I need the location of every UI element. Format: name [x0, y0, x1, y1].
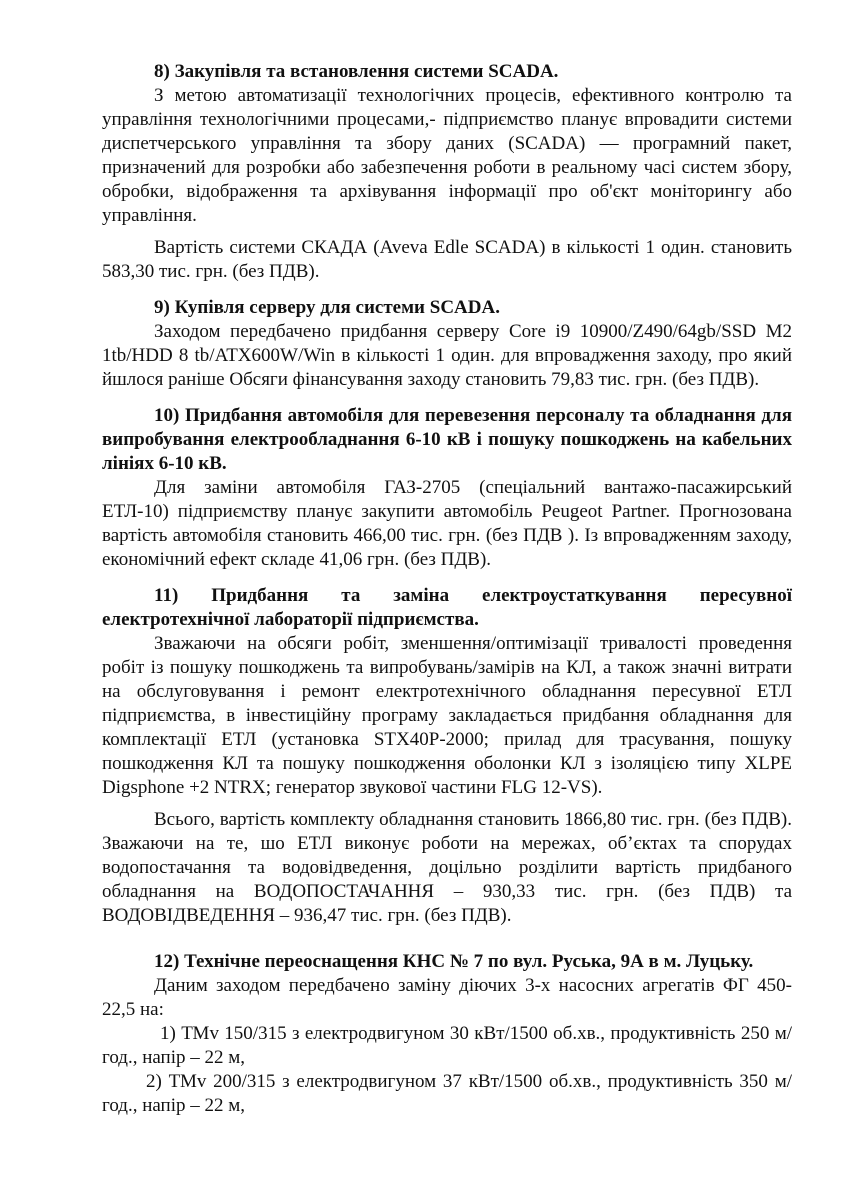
section-10 [102, 404, 792, 572]
list-item: 1) ТМv 150/315 з електродвигуном 30 кВт/1500 об.хв., продуктивність 250 м/год., напір – 22 м, [102, 1023, 792, 1068]
paragraph: З метою автоматизації технологічних процесів, ефективного контролю та управління технологічними процесами,- підприємство планує впровадити системи диспетчерського управління та збору даних (SCADA) — програмний пакет, призначений для розробки або забезпечення роботи в реальному часі систем збору, обробки, відображення та архівування інформації про об'єкт моніторингу або управління. [102, 85, 792, 226]
list-item: 2) ТМv 200/315 з електродвигуном 37 кВт/1500 об.хв., продуктивність 350 м/год., напір – 22 м, [102, 1071, 792, 1116]
section-12 [102, 950, 792, 1118]
section-heading: 9) Купівля серверу для системи SCADA. [154, 297, 500, 318]
section-11 [102, 584, 792, 928]
section-heading: 10) Придбання автомобіля для перевезення персоналу та обладнання для випробування електрообладнання 6-10 кВ і пошуку пошкоджень на кабельних лініях 6-10 кВ. [102, 405, 792, 474]
paragraph: Зважаючи на обсяги робіт, зменшення/оптимізації тривалості проведення робіт із пошуку пошкоджень та випробувань/замірів на КЛ, а також значні витрати на обслуговування і ремонт електротехнічного обладнання пересувної ЕТЛ підприємства, в інвестиційну програму закладається придбання обладнання для комплектації ЕТЛ (установка STX40P-2000; прилад для трасування, пошуку пошкодження КЛ та пошуку пошкодження оболонки КЛ з ізоляцією типу XLPE Digsphone +2 NTRX; генератор звукової частини FLG 12-VS). [102, 633, 792, 798]
paragraph: Всього, вартість комплекту обладнання становить 1866,80 тис. грн. (без ПДВ). Зважаючи на те, шо ЕТЛ виконує роботи на мережах, об’єктах та спорудах водопостачання та водовідведення, доцільно розділити вартість придбаного обладнання на ВОДОПОСТАЧАННЯ – 930,33 тис. грн. (без ПДВ) та ВОДОВІДВЕДЕННЯ – 936,47 тис. грн. (без ПДВ). [102, 809, 792, 926]
section-9 [102, 296, 792, 392]
paragraph: Для заміни автомобіля ГАЗ-2705 (спеціальний вантажо-пасажирський ЕТЛ-10) підприємству планує закупити автомобіль Peugeot Partner. Прогнозована вартість автомобіля становить 466,00 тис. грн. (без ПДВ ). Із впровадженням заходу, економічний ефект складе 41,06 грн. (без ПДВ). [102, 477, 792, 570]
section-heading: 11) Придбання та заміна електроустаткування пересувної електротехнічної лабораторії підприємства. [102, 585, 792, 630]
paragraph: Даним заходом передбачено заміну діючих 3-х насосних агрегатів ФГ 450-22,5 на: [102, 975, 792, 1020]
section-heading: 8) Закупівля та встановлення системи SCADA. [154, 61, 559, 82]
section-heading: 12) Технічне переоснащення КНС № 7 по вул. Руська, 9А в м. Луцьку. [154, 951, 754, 972]
paragraph: Вартість системи СКАДА (Aveva Edle SCADA) в кількості 1 один. становить 583,30 тис. грн. (без ПДВ). [102, 237, 792, 282]
section-8 [102, 60, 792, 284]
paragraph: Заходом передбачено придбання серверу Core i9 10900/Z490/64gb/SSD M2 1tb/HDD 8 tb/ATX600W/Win в кількості 1 один. для впровадження заходу, про який йшлося раніше Обсяги фінансування заходу становить 79,83 тис. грн. (без ПДВ). [102, 321, 792, 390]
